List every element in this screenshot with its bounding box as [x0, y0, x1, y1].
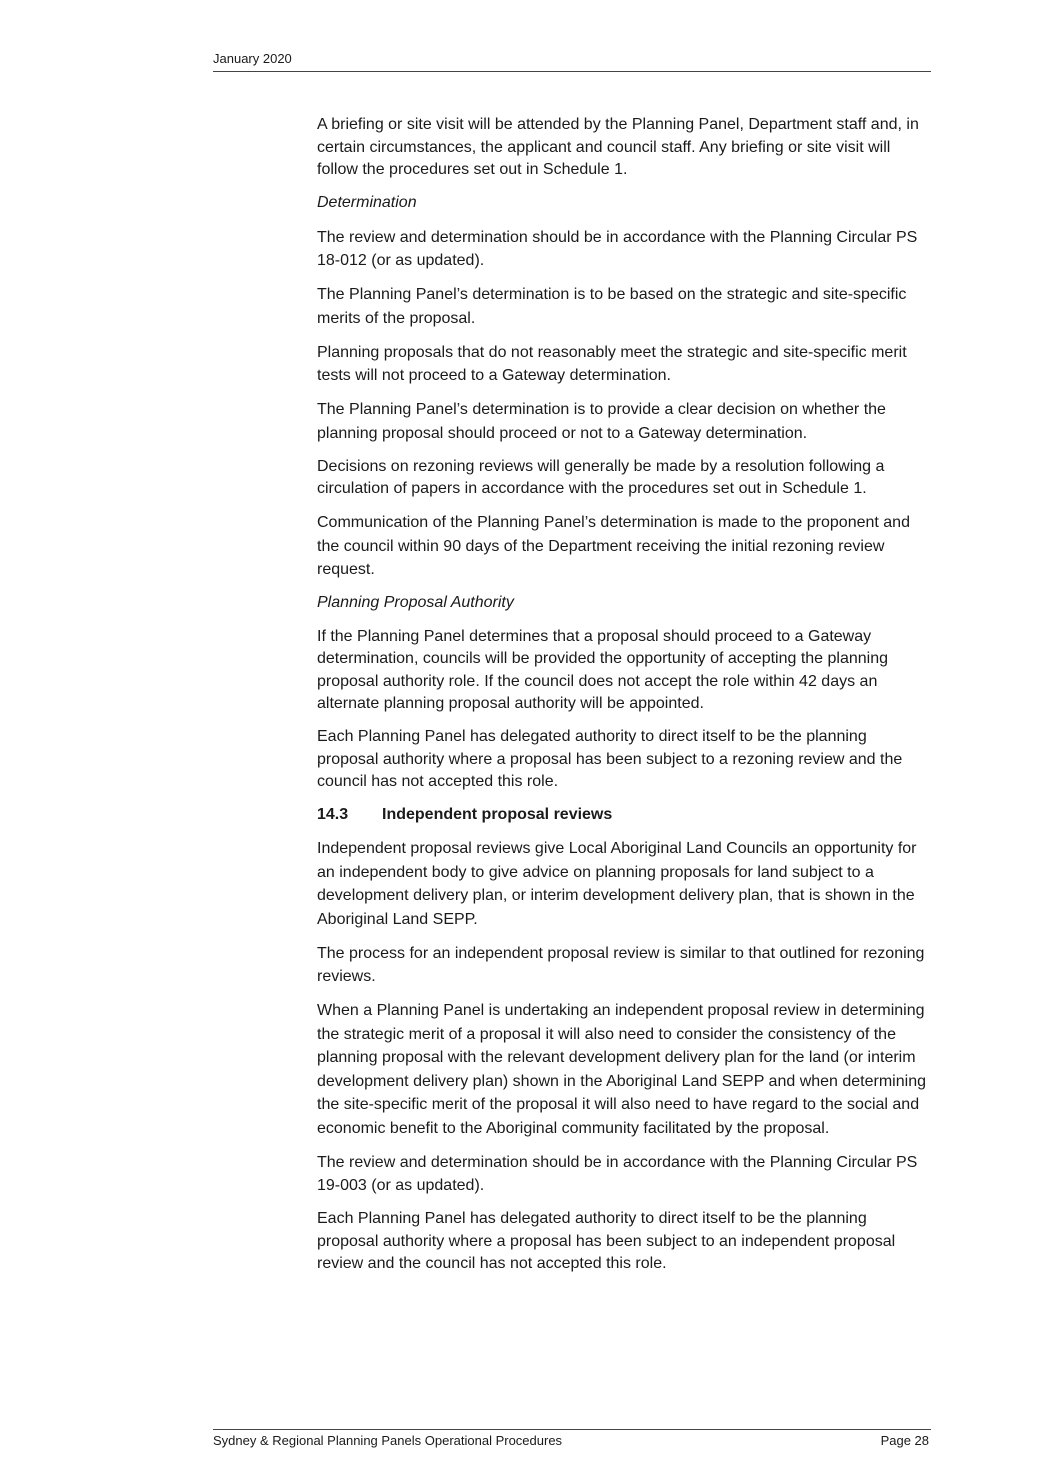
paragraph-review-circular-19: The review and determination should be in accordance with the Planning Circular PS 19-003 (or as updated).	[317, 1153, 918, 1194]
paragraph-gateway-authority: If the Planning Panel determines that a proposal should proceed to a Gateway determination, councils will be provided the opportunity of accepting the planning proposal authority role. If the council does not accept the role within 42 days an alternate planning proposal authority will be appointed.	[317, 627, 889, 712]
section-title: Independent proposal reviews	[382, 806, 613, 823]
paragraph-strategic-merit: When a Planning Panel is undertaking an independent proposal review in determining the strategic merit of a proposal it will also need to consider the consistency of the planning proposal with the relevant development delivery plan for the land (or interim development delivery plan) shown in the Aboriginal Land SEPP and when determining the site-specific merit of the proposal it will also need to have regard to the social and economic benefit to the Aboriginal community facilitated by the proposal.	[317, 1002, 926, 1137]
page-number: Page 28	[880, 1433, 929, 1448]
header-date: January 2020	[213, 51, 292, 66]
paragraph-independent-reviews: Independent proposal reviews give Local Aboriginal Land Councils an opportunity for an independent body to give advice on planning proposals for land subject to a development delivery plan, or interim development delivery plan, that is shown in the Aboriginal Land SEPP.	[317, 840, 917, 928]
paragraph-briefing: A briefing or site visit will be attended by the Planning Panel, Department staff and, in certain circumstances, the applicant and council staff. Any briefing or site visit will follow the procedures set out in Schedule 1.	[317, 116, 919, 178]
section-number: 14.3	[317, 806, 349, 823]
paragraph-merit-tests: Planning proposals that do not reasonably meet the strategic and site-specific merit tests will not proceed to a Gateway determination.	[317, 343, 907, 384]
section-heading	[317, 804, 931, 826]
document-body	[317, 114, 931, 1286]
paragraph-resolution: Decisions on rezoning reviews will generally be made by a resolution following a circulation of papers in accordance with the procedures set out in Schedule 1.	[317, 457, 885, 497]
paragraph-review-process: The process for an independent proposal review is similar to that outlined for rezoning reviews.	[317, 944, 925, 985]
subheading-planning-proposal-authority: Planning Proposal Authority	[317, 594, 514, 611]
paragraph-delegated-authority-independent: Each Planning Panel has delegated authority to direct itself to be the planning proposal authority where a proposal has been subject to an independent proposal review and the council has not accepted this role.	[317, 1210, 896, 1272]
page-header	[213, 50, 931, 72]
paragraph-communication: Communication of the Planning Panel’s determination is made to the proponent and the council within 90 days of the Department receiving the initial rezoning review request.	[317, 514, 910, 578]
page-footer	[213, 1429, 931, 1450]
subheading-determination: Determination	[317, 194, 417, 211]
paragraph-determination-basis: The Planning Panel’s determination is to be based on the strategic and site-specific merits of the proposal.	[317, 286, 907, 327]
paragraph-clear-decision: The Planning Panel’s determination is to provide a clear decision on whether the planning proposal should proceed or not to a Gateway determination.	[317, 401, 886, 442]
paragraph-delegated-authority-rezoning: Each Planning Panel has delegated authority to direct itself to be the planning proposal authority where a proposal has been subject to a rezoning review and the council has not accepted this role.	[317, 728, 903, 790]
footer-document-title: Sydney & Regional Planning Panels Operational Procedures	[213, 1433, 563, 1448]
paragraph-review-circular: The review and determination should be in accordance with the Planning Circular PS 18-012 (or as updated).	[317, 228, 918, 269]
